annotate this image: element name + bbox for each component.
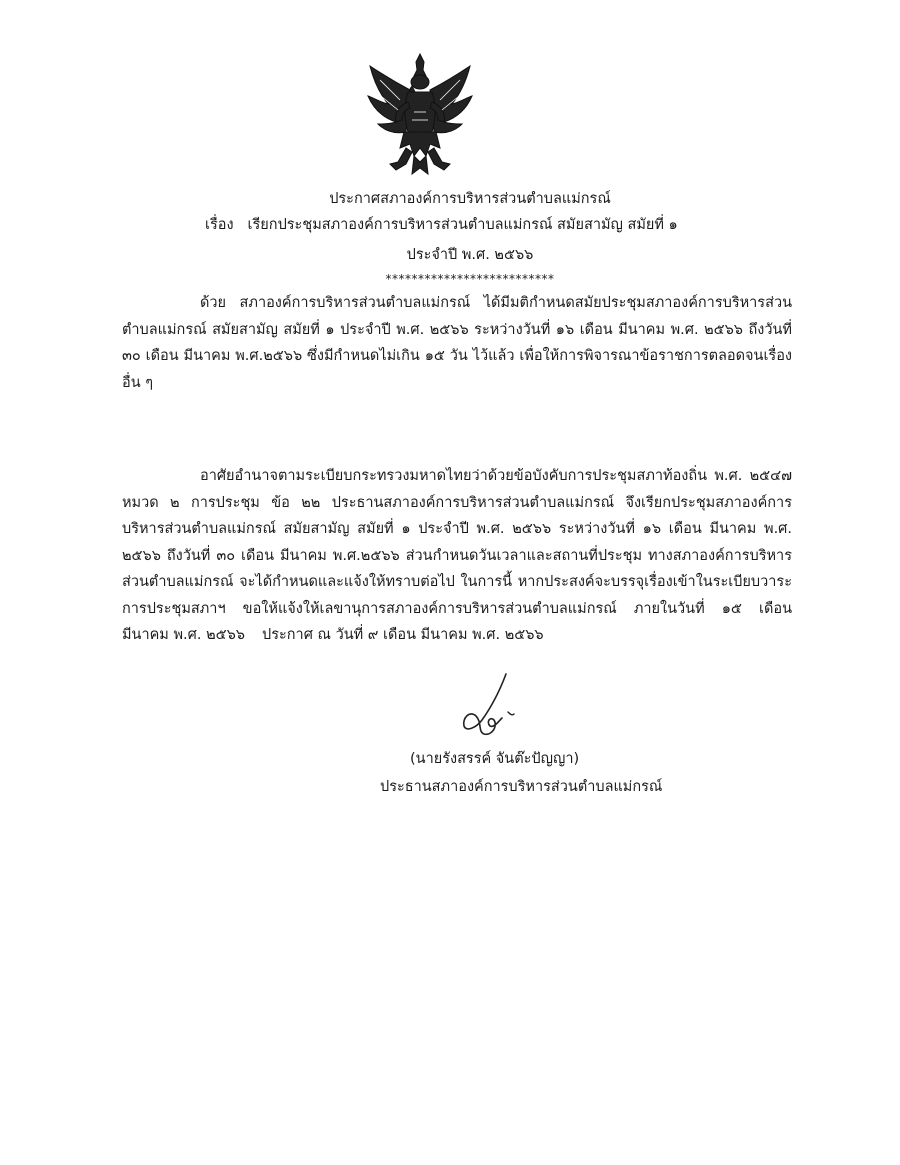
fiscal-year-line: ประจำปี พ.ศ. ๒๕๖๖ bbox=[406, 247, 534, 263]
separator-line: ************************** bbox=[385, 272, 555, 286]
signer-position: ประธานสภาองค์การบริหารส่วนตำบลแม่กรณ์ bbox=[380, 779, 663, 795]
announcement-date: ประกาศ ณ วันที่ ๙ เดือน มีนาคม พ.ศ. ๒๕๖๖ bbox=[262, 627, 544, 643]
announcement-title: ประกาศสภาองค์การบริหารส่วนตำบลแม่กรณ์ bbox=[329, 191, 611, 207]
subject-text: เรียกประชุมสภาองค์การบริหารส่วนตำบลแม่กรณ์ สมัยสามัญ สมัยที่ ๑ bbox=[247, 217, 678, 233]
signature-icon bbox=[452, 670, 532, 740]
subject-label: เรื่อง bbox=[205, 217, 234, 233]
signer-name: (นายรังสรรค์ จันต๊ะปัญญา) bbox=[410, 751, 580, 767]
subject-line bbox=[205, 214, 678, 236]
paragraph-2: อาศัยอำนาจตามระเบียบกระทรวงมหาดไทยว่าด้วยข้อบังคับการประชุมสภาท้องถิ่น พ.ศ. ๒๕๔๗ หมวด ๒ การประชุม ข้อ ๒๒ ประธานสภาองค์การบริหารส่วนตำบลแม่กรณ์ จึงเรียกประชุมสภาองค์การบริหารส่วนตำบลแม่กรณ์ สมัยสามัญ สมัยที่ ๑ ประจำปี พ.ศ. ๒๕๖๖ ระหว่างวันที่ ๑๖ เดือน มีนาคม พ.ศ. ๒๕๖๖ ถึงวันที่ ๓๐ เดือน มีนาคม พ.ศ.๒๕๖๖ ส่วนกำหนดวันเวลาและสถานที่ประชุม ทางสภาองค์การบริหารส่วนตำบลแม่กรณ์ จะได้กำหนดและแจ้งให้ทราบต่อไป ในการนี้ หากประสงค์จะบรรจุเรื่องเข้าในระเบียบวาระการประชุมสภาฯ ขอให้แจ้งให้เลขานุการสภาองค์การบริหารส่วนตำบลแม่กรณ์ ภายในวันที่ ๑๕ เดือน มีนาคม พ.ศ. ๒๕๖๖ bbox=[122, 468, 792, 643]
garuda-emblem-icon bbox=[360, 52, 480, 177]
paragraph-1: ด้วย สภาองค์การบริหารส่วนตำบลแม่กรณ์ ได้มีมติกำหนดสมัยประชุมสภาองค์การบริหารส่วนตำบลแม่กรณ์ สมัยสามัญ สมัยที่ ๑ ประจำปี พ.ศ. ๒๕๖๖ ระหว่างวันที่ ๑๖ เดือน มีนาคม พ.ศ. ๒๕๖๖ ถึงวันที่ ๓๐ เดือน มีนาคม พ.ศ.๒๕๖๖ ซึ่งมีกำหนดไม่เกิน ๑๕ วัน ไว้แล้ว เพื่อให้การพิจารณาข้อราชการตลอดจนเรื่องอื่น ๆ bbox=[122, 295, 792, 391]
